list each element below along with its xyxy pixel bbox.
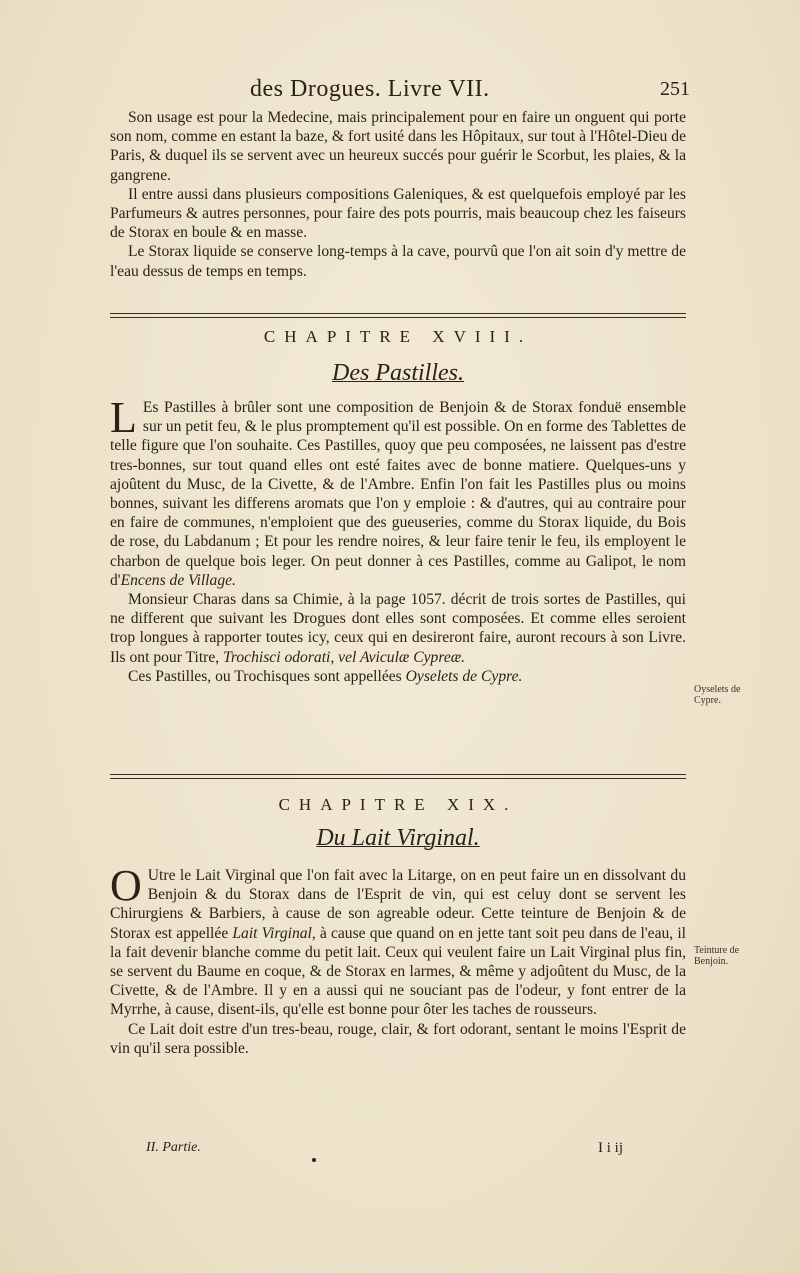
- section-rule-thin: [110, 317, 686, 318]
- footer-signature: II. Partie.: [146, 1140, 201, 1155]
- section-rule-2: [110, 774, 686, 775]
- page-number: 251: [660, 78, 690, 100]
- chapter-18-heading: CHAPITRE XVIII.: [263, 327, 533, 346]
- chapter-19-heading: CHAPITRE XIX.: [278, 795, 518, 814]
- section-rule-2-thin: [110, 778, 686, 779]
- chapter-18-text: [110, 393, 686, 686]
- margin-note-oyselets: Oyselets de Cypre.: [694, 684, 741, 706]
- chapter-18-title: Des Pastilles.: [332, 360, 464, 386]
- section-rule: [110, 313, 686, 314]
- paragraph-lait-qualite: Ce Lait doit estre d'un tres-beau, rouge, clair, & fort odorant, sentant le moins l'Esprit de vin qu'il sera possible.: [110, 1020, 686, 1057]
- footer-signature-mark: I i ij: [598, 1140, 623, 1156]
- paragraph-lait-virginal: O Utre le Lait Virginal que l'on fait avec la Litarge, on en peut faire un en dissolvant du Benjoin & du Storax dans de l'Esprit de vin, qui est celuy dont se servent les Chirurgiens & Barbiers, à cause de son agreable odeur. Cette teinture de Benjoin & de Storax est appellée Lait Virginal, à cause que quand on en jette tant soit peu dans de l'eau, il la fait devenir blanche comme du petit lait. Ceux qui veulent faire un Lait Virginal plus fin, se servent du Baume en coque, & de Storax en larmes, & même y adjoûtent du Musc, de la Civette, & de l'Ambre. Il y en a aussi qui ne souciant pas de l'odeur, y font entrer de la Myrrhe, à cause, disent-ils, qu'elle est bonne pour ôter les taches de rousseurs.: [110, 861, 686, 1019]
- paragraph-storax-liquide: Le Storax liquide se conserve long-temps à la cave, pourvû que l'on ait soin d'y mettre de l'eau dessus de temps en temps.: [110, 243, 686, 280]
- paragraph-usage: Son usage est pour la Medecine, mais principalement pour en faire un onguent qui porte son nom, comme en estant la baze, & fort usité dans les Hôpitaux, sur tout à l'Hôtel-Dieu de Paris, & duquel ils se servent avec un heureux succés pour guérir le Scorbut, les plaies, & la gangrene.: [110, 109, 686, 184]
- paragraph-compositions: Il entre aussi dans plusieurs compositions Galeniques, & est quelquefois employé par les Parfumeurs & autres personnes, pour faire des pots pourris, mais beaucoup chez les faiseurs de Storax en boule & en masse.: [110, 185, 686, 242]
- top-text-block: [110, 108, 686, 281]
- chapter-19-text: [110, 861, 686, 1058]
- dropcap-o: O: [110, 861, 142, 910]
- margin-note-teinture: Teinture de Benjoin.: [694, 945, 740, 967]
- running-head: [110, 76, 690, 110]
- paragraph-charas: Monsieur Charas dans sa Chimie, à la page 1057. décrit de trois sortes de Pastilles, qui ne different que suivant les Drogues dont elles sont composées. Et comme elles seroient trop longues à rapporter toutes icy, ceux qui en desireront faire, auront recours à son Livre. Ils ont pour Titre, Trochisci odorati, vel Aviculæ Cypreæ.: [110, 591, 686, 666]
- paragraph-pastilles: L Es Pastilles à brûler sont une composition de Benjoin & de Storax fonduë ensemble sur un petit feu, & le plus promptement qu'il est possible. On en forme des Tablettes de telle figure que l'on souhaite. Ces Pastilles, quoy que peu composées, ne laissent pas d'estre tres-bonnes, sur tout quand elles ont esté faites avec de bonne matiere. Quelques-uns y ajoûtent du Musc, de la Civette, & de l'Ambre. Enfin l'on fait les Pastilles plus ou moins bonnes, suivant les differens aromats que l'on y emploie : & d'autres, qui au contraire pour en faire de communes, n'emploient que des gueuseries, comme du Storax liquide, du Bois de rose, du Labdanum ; Et pour les rendre noires, & leur faire tenir le feu, ils employent le charbon de quelque bois leger. On peut donner à ces Pastilles, comme au Galipot, le nom d'Encens de Village.: [110, 393, 686, 589]
- running-title: des Drogues. Livre VII.: [250, 76, 490, 102]
- dropcap-l: L: [110, 393, 137, 442]
- ornament-dot: [312, 1158, 316, 1162]
- paragraph-oyselets: Ces Pastilles, ou Trochisques sont appellées Oyselets de Cypre.: [128, 667, 523, 685]
- chapter-19-title: Du Lait Virginal.: [316, 825, 480, 851]
